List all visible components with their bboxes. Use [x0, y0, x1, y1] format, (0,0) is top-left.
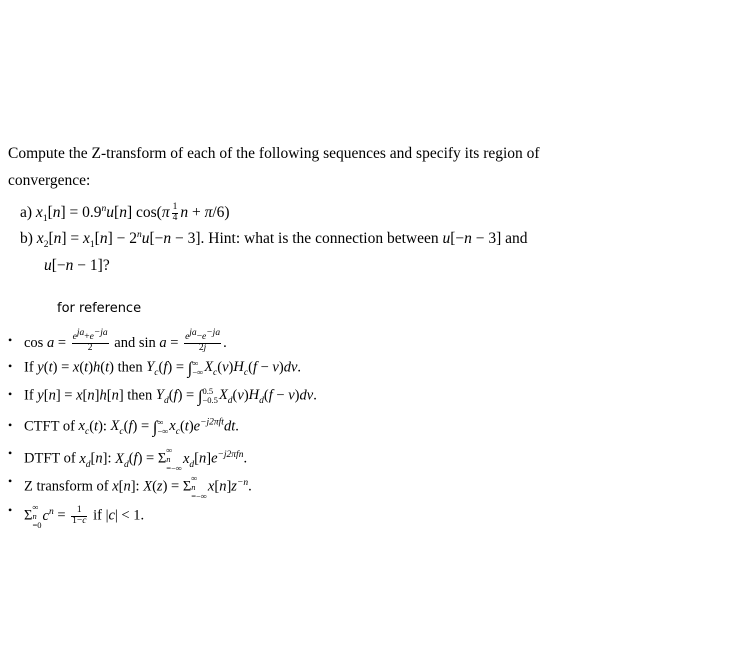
ref-z-transform: Z transform of x[n]: X(z) = Σ ∞ n =−∞ $x[n]z^{-n}$.: [24, 473, 252, 501]
part-b-hint-term1: u[−n − 3]: [442, 230, 506, 247]
bullet-dot: •: [8, 474, 13, 488]
ref-euler-identities: cos a = $\frac{e^{ja}+e^{-ja}}{2}$ and sin a = $\frac{e^{ja}-e^{-ja}}{2j}$ .: [24, 328, 227, 354]
problem-part-b-cont: [44, 258, 110, 274]
ref-geo-if-word: if: [93, 507, 102, 524]
ref-dtft: DTFT of $x_d[n]$: $X_d(f) = \Sigma$ ∞ n =−∞ $x_d[n]e^{-j2\pi fn}$.: [24, 445, 248, 473]
reference-heading: for reference: [57, 301, 142, 316]
ref-ctft-label: CTFT of: [24, 418, 75, 435]
ref-then-word: then: [127, 387, 153, 404]
part-b-equation: $x_2[n] = x_1[n] - 2^nu[-n - 3]$: [36, 229, 201, 251]
ref-then-word: then: [117, 359, 143, 376]
bullet-dot: •: [8, 387, 13, 401]
part-b-hint-and: and: [505, 230, 528, 247]
problem-part-a: [20, 203, 230, 224]
ref-ctft: CTFT of $x_c(t)$: $X_c(f)$ = ∫ ∞ −∞ $x_c(t)e^{-j2\pi ft}dt$.: [24, 417, 239, 438]
part-a-equation: $x_1[n] = 0.9^nu[n]$ cos(π $\frac{1}{4}$ n + π/6): [35, 202, 230, 225]
part-b-hint-term2: u[−n − 1]: [44, 257, 103, 274]
ref-if-word: If: [24, 359, 34, 376]
bullet-dot: •: [8, 503, 13, 517]
ref-if-word: If: [24, 387, 34, 404]
bullet-dot: •: [8, 333, 13, 347]
part-b-hint: . Hint: what is the connection between: [200, 230, 439, 247]
ref-cos-and-sin-text: and sin: [114, 334, 156, 351]
ref-geometric-series: Σ ∞ n =0 $c^n$ = $\frac{1}{1-c}$ if |c| < 1.: [24, 502, 145, 530]
part-b-label: b): [20, 230, 33, 247]
bullet-dot: •: [8, 359, 13, 373]
ref-ct-convolution: If y(t) = x(t)h(t) then $Y_c(f)$ = ∫ ∞ −∞ $X_c(v)H_c(f - v)dv$.: [24, 358, 301, 379]
problem-intro-line1: Compute the Z-transform of each of the following sequences and specify its region of: [8, 145, 540, 162]
problem-part-b: [20, 229, 528, 251]
part-b-question-mark: ?: [102, 257, 110, 274]
problem-intro-line2: convergence:: [8, 172, 91, 189]
ref-z-label: Z transform of: [24, 478, 109, 495]
bullet-dot: •: [8, 418, 13, 432]
part-a-label: a): [20, 204, 33, 222]
bullet-dot: •: [8, 446, 13, 460]
ref-dt-convolution: If y[n] = x[n]h[n] then $Y_d(f)$ = ∫ 0.5 −0.5 $X_d(v)H_d(f - v)dv$.: [24, 386, 317, 407]
ref-dtft-label: DTFT of: [24, 450, 76, 467]
